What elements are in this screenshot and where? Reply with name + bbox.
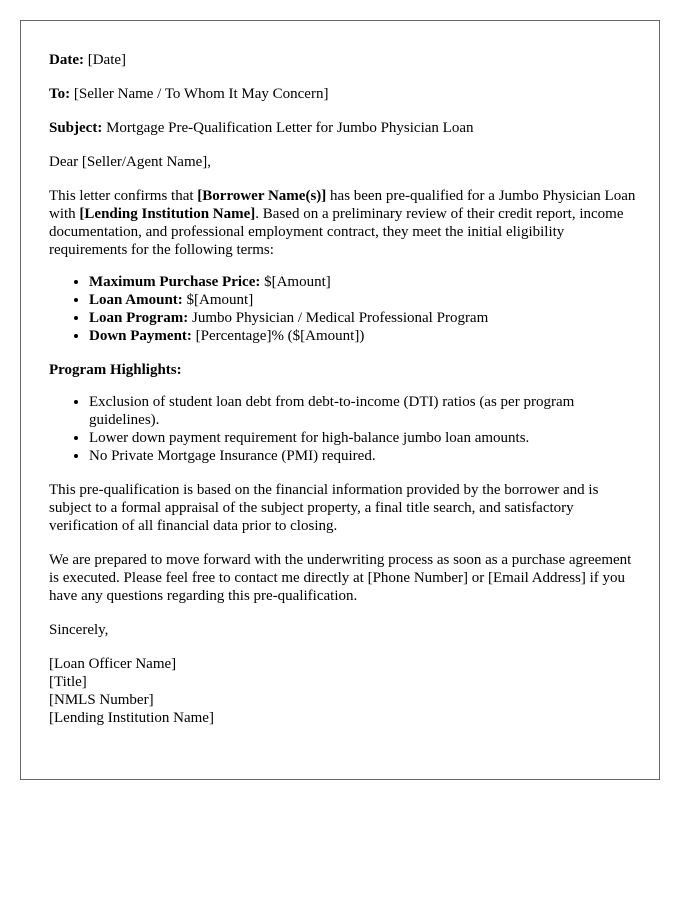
signature-block	[49, 655, 637, 727]
signature-title: [Title]	[49, 674, 87, 690]
term-label: Maximum Purchase Price:	[89, 274, 261, 290]
subject-line	[49, 119, 637, 137]
term-label: Loan Program:	[89, 310, 189, 326]
term-item	[89, 327, 637, 345]
to-label: To:	[49, 86, 71, 102]
highlights-heading	[49, 361, 637, 379]
term-item	[89, 291, 637, 309]
highlight-item: • Lower down payment requirement for high-balance jumbo loan amounts.	[89, 429, 637, 447]
term-value: [Percentage]% ($[Amount])	[195, 328, 365, 344]
intro-text-2: has been pre-qualified for a Jumbo Physician Loan with	[49, 188, 636, 222]
subject-label: Subject:	[49, 120, 103, 136]
lender-name: [Lending Institution Name]	[79, 206, 256, 222]
signature-institution: [Lending Institution Name]	[49, 710, 214, 726]
highlight-item: • Exclusion of student loan debt from debt-to-income (DTI) ratios (as per program guidelines).	[89, 393, 637, 429]
term-label: Down Payment:	[89, 328, 192, 344]
signature-nmls: [NMLS Number]	[49, 692, 154, 708]
to-value: [Seller Name / To Whom It May Concern]	[73, 86, 329, 102]
term-label: Loan Amount:	[89, 292, 183, 308]
intro-text-3: . Based on a preliminary review of their credit report, income documentation, and professional employment contract, they meet the initial eligibility requirements for the following terms:	[49, 206, 624, 258]
date-value: [Date]	[87, 52, 127, 68]
to-line	[49, 85, 637, 103]
salutation: Dear [Seller/Agent Name],	[49, 154, 212, 170]
borrower-name: [Borrower Name(s)]	[197, 188, 327, 204]
intro-paragraph	[49, 187, 637, 259]
signature-name: [Loan Officer Name]	[49, 656, 177, 672]
conditions-paragraph: This pre-qualification is based on the financial information provided by the borrower and is subject to a formal appraisal of the subject property, a final title search, and satisfactory verification of all financial data prior to closing.	[49, 482, 599, 534]
subject-value: Mortgage Pre-Qualification Letter for Jumbo Physician Loan	[106, 120, 474, 136]
highlights-list	[49, 393, 637, 465]
letter-body	[49, 51, 637, 727]
date-line	[49, 51, 637, 69]
highlights-heading-text: Program Highlights:	[49, 362, 182, 378]
term-value: Jumbo Physician / Medical Professional Program	[192, 310, 489, 326]
terms-list	[49, 273, 637, 345]
term-value: $[Amount]	[264, 274, 331, 290]
highlight-item: • No Private Mortgage Insurance (PMI) required.	[89, 447, 637, 465]
signoff: Sincerely,	[49, 622, 109, 638]
letter-container	[20, 20, 660, 780]
closing-paragraph: We are prepared to move forward with the underwriting process as soon as a purchase agreement is executed. Please feel free to contact me directly at [Phone Number] or [Email Address] if you have any questions regarding this pre-qualification.	[49, 552, 632, 604]
intro-text-1: This letter confirms that	[49, 188, 198, 204]
term-item	[89, 309, 637, 327]
date-label: Date:	[49, 52, 84, 68]
term-item	[89, 273, 637, 291]
term-value: $[Amount]	[186, 292, 254, 308]
